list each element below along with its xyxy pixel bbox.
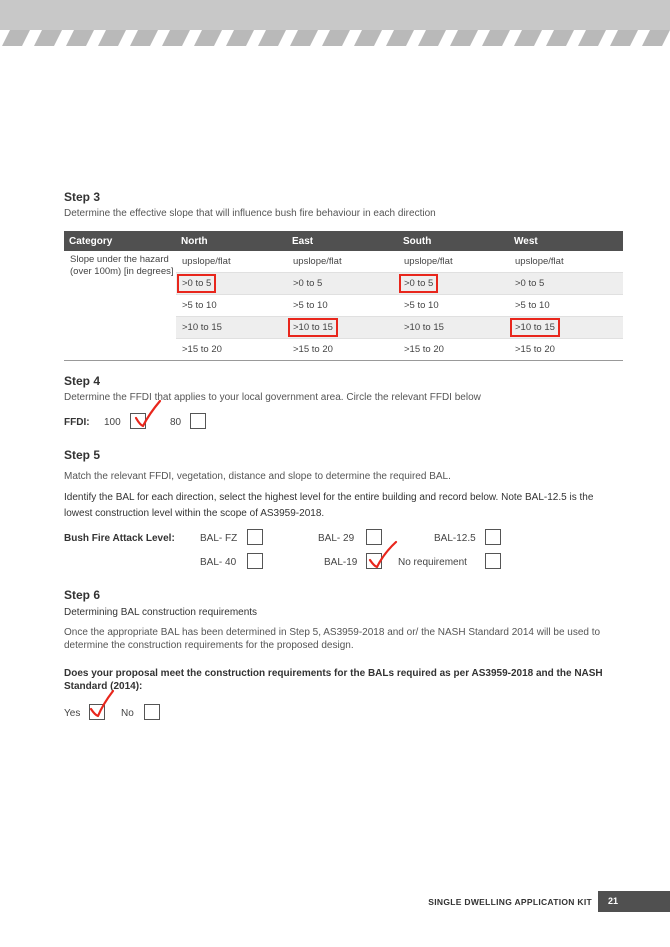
step6-description: Once the appropriate BAL has been determined in Step 5, AS3959-2018 and or/ the NASH Standard 2014 will be used to determine the construction requirements for the proposed design. <box>64 627 601 651</box>
step6-question: Does your proposal meet the construction requirements for the BALs required as per AS3959-2018 and the NASH Standard (2014): <box>64 668 603 692</box>
table-cell: >5 to 10 <box>398 295 509 317</box>
highlight-box: >10 to 15 <box>510 318 560 337</box>
step5-instruction: Identify the BAL for each direction, select the highest level for the entire building and record below. Note BAL-12.5 is the lowest construction level within the scope of AS3959-2018. <box>64 492 594 519</box>
table-cell-highlighted <box>287 317 398 339</box>
no-requirement-label: No requirement <box>398 557 467 568</box>
table-cell: >0 to 5 <box>287 273 398 295</box>
bal-19-label: BAL-19 <box>324 557 358 568</box>
yes-label: Yes <box>64 708 81 719</box>
header-east: East <box>287 231 398 251</box>
step4-heading: Step 4 <box>64 374 101 388</box>
page-number-text: 21 <box>608 896 619 906</box>
step3-description: Determine the effective slope that will influence bush fire behaviour in each direction <box>64 208 436 219</box>
table-cell: >15 to 20 <box>398 339 509 361</box>
category-slope-label: Slope under the hazard (over 100m) [in degrees] <box>64 251 176 361</box>
step5-heading: Step 5 <box>64 448 101 462</box>
highlight-box: >0 to 5 <box>399 274 438 293</box>
header-west: West <box>509 231 623 251</box>
table-cell: upslope/flat <box>509 251 623 273</box>
bal-29-label: BAL- 29 <box>318 533 355 544</box>
slope-table-header <box>64 231 623 251</box>
bal-19-checkbox[interactable] <box>366 553 382 569</box>
ffdi-80-checkbox[interactable] <box>190 413 206 429</box>
bal-fz-checkbox[interactable] <box>247 529 263 545</box>
ffdi-100-label: 100 <box>104 417 121 428</box>
bal-29-checkbox[interactable] <box>366 529 382 545</box>
highlight-box: >10 to 15 <box>288 318 338 337</box>
table-cell: >15 to 20 <box>509 339 623 361</box>
slope-table <box>64 231 623 361</box>
table-cell-highlighted <box>398 273 509 295</box>
bal-fz-label: BAL- FZ <box>200 533 238 544</box>
bal-12-5-label: BAL-12.5 <box>434 533 476 544</box>
no-label: No <box>121 708 134 719</box>
ffdi-80-label: 80 <box>170 417 182 428</box>
header-south: South <box>398 231 509 251</box>
table-cell: upslope/flat <box>287 251 398 273</box>
page-number <box>598 891 670 912</box>
yes-checkbox[interactable] <box>89 704 105 720</box>
step5-description: Match the relevant FFDI, vegetation, distance and slope to determine the required BAL. <box>64 471 451 482</box>
bal-label: Bush Fire Attack Level: <box>64 533 175 544</box>
table-cell: upslope/flat <box>398 251 509 273</box>
table-cell: >0 to 5 <box>509 273 623 295</box>
table-cell-highlighted <box>176 273 287 295</box>
table-cell-highlighted <box>509 317 623 339</box>
bal-40-checkbox[interactable] <box>247 553 263 569</box>
table-cell: >10 to 15 <box>176 317 287 339</box>
header-category: Category <box>64 231 176 251</box>
table-cell: >15 to 20 <box>287 339 398 361</box>
table-row <box>64 251 623 273</box>
ffdi-100-checkbox[interactable] <box>130 413 146 429</box>
table-cell: upslope/flat <box>176 251 287 273</box>
top-banner <box>0 0 670 52</box>
highlight-box: >0 to 5 <box>177 274 216 293</box>
table-cell: >5 to 10 <box>509 295 623 317</box>
table-cell: >5 to 10 <box>176 295 287 317</box>
bal-12-5-checkbox[interactable] <box>485 529 501 545</box>
step4-description: Determine the FFDI that applies to your local government area. Circle the relevant FFDI below <box>64 392 481 403</box>
no-requirement-checkbox[interactable] <box>485 553 501 569</box>
table-cell: >15 to 20 <box>176 339 287 361</box>
step6-heading: Step 6 <box>64 588 101 602</box>
step3-heading: Step 3 <box>64 190 101 204</box>
header-north: North <box>176 231 287 251</box>
ffdi-label: FFDI: <box>64 417 90 428</box>
table-cell: >5 to 10 <box>287 295 398 317</box>
step6-subtitle: Determining BAL construction requirements <box>64 607 258 618</box>
no-checkbox[interactable] <box>144 704 160 720</box>
table-cell: >10 to 15 <box>398 317 509 339</box>
bal-40-label: BAL- 40 <box>200 557 237 568</box>
footer-title: SINGLE DWELLING APPLICATION KIT <box>428 897 592 907</box>
